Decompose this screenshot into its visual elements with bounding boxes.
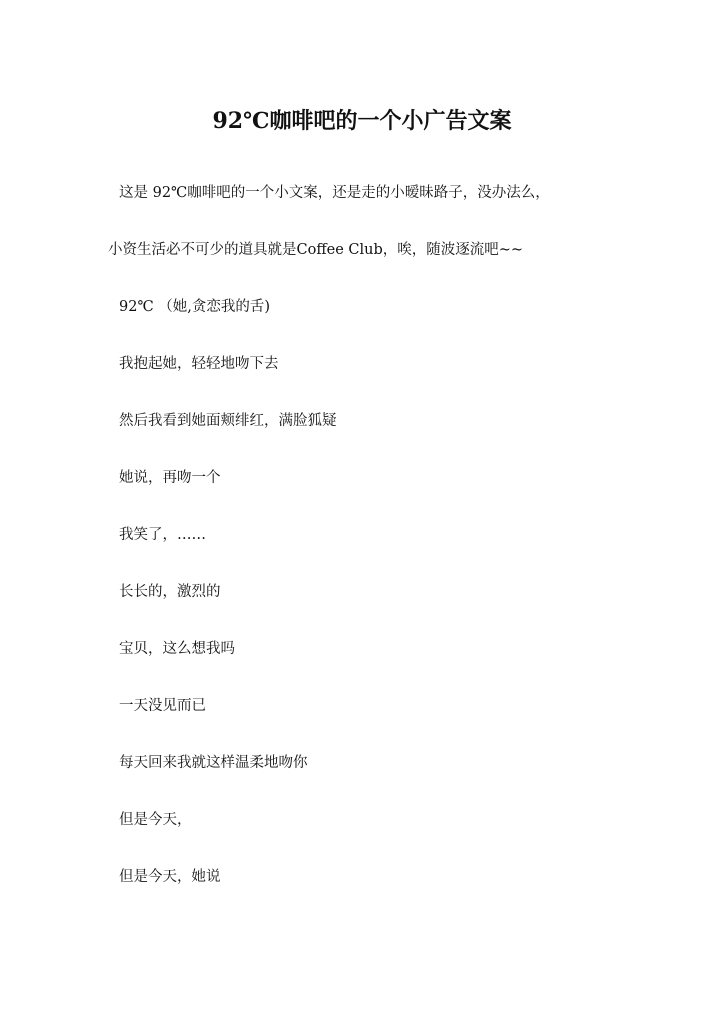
paragraph-line: 每天回来我就这样温柔地吻你 <box>119 755 308 771</box>
paragraph-line: 但是今天，她说 <box>119 869 221 885</box>
document-title: 92℃咖啡吧的一个小广告文案 <box>212 108 512 134</box>
paragraph-line: 一天没见而已 <box>119 698 206 714</box>
paragraph-line: 这是 92℃咖啡吧的一个小文案，还是走的小暧昧路子，没办法么， <box>119 185 550 201</box>
paragraph-line: 但是今天， <box>119 812 192 828</box>
paragraph-line: 92℃ （她,贪恋我的舌) <box>119 299 271 315</box>
paragraph-line: 我抱起她，轻轻地吻下去 <box>119 356 279 372</box>
paragraph-line: 长长的，激烈的 <box>119 584 221 600</box>
paragraph-line: 我笑了，…… <box>119 527 206 543</box>
paragraph-line: 她说，再吻一个 <box>119 470 221 486</box>
paragraph-line: 小资生活必不可少的道具就是Coffee Club，唉，随波逐流吧~~ <box>108 242 524 258</box>
paragraph-line: 宝贝，这么想我吗 <box>119 641 235 657</box>
paragraph-line: 然后我看到她面颊绯红，满脸狐疑 <box>119 413 337 429</box>
